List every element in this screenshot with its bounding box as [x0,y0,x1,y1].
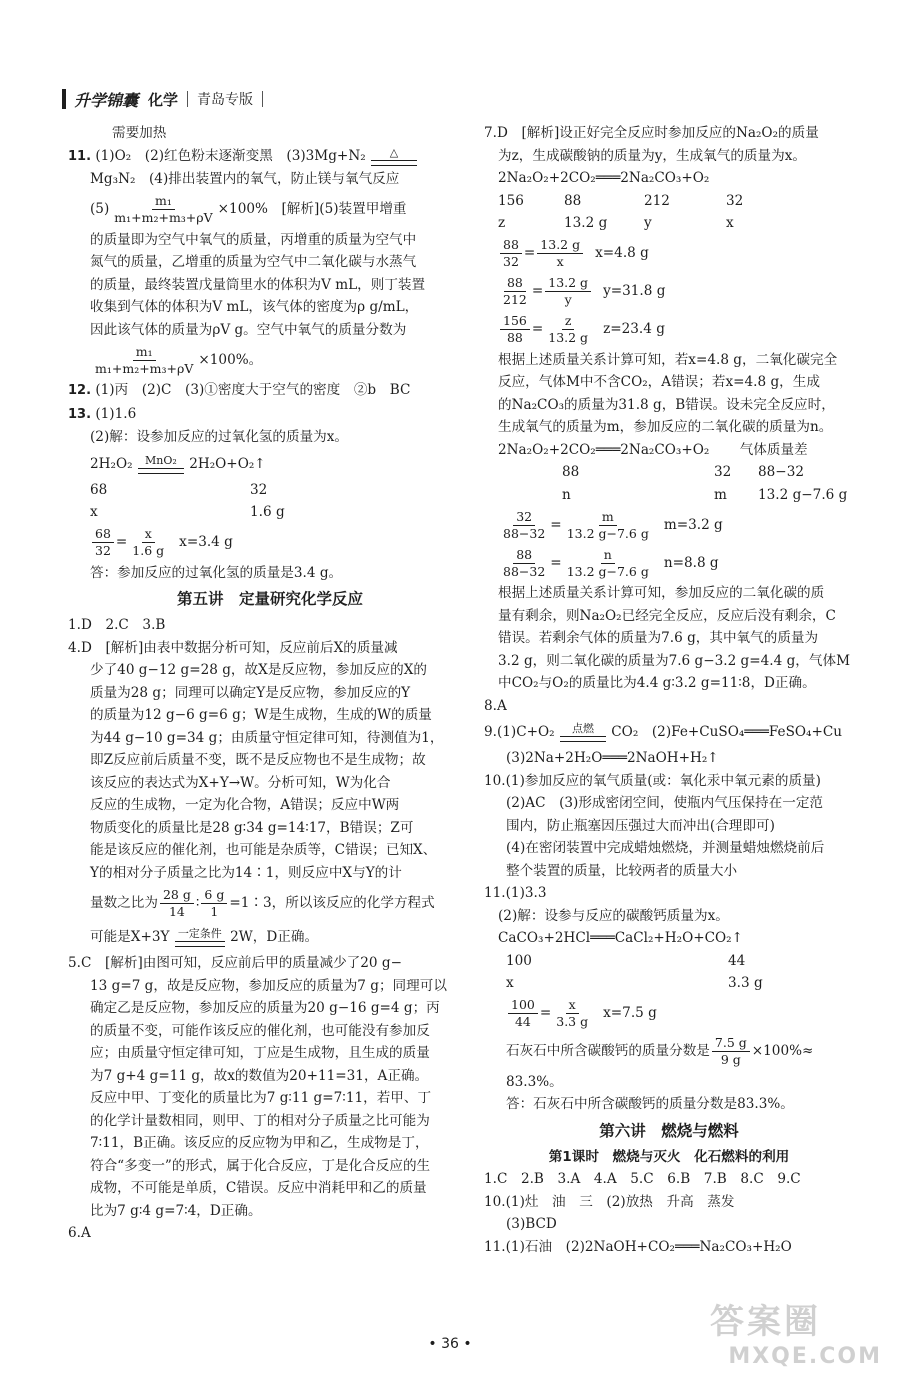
table-cell: x [90,504,98,520]
text-line: 13 g=7 g，故是反应物，参加反应的质量为7 g；同理可以 [90,977,447,994]
result: x=7.5 g [603,1005,657,1022]
text-line: Mg₃N₂ (4)排出装置内的氧气，防止镁与氧气反应 [90,171,400,187]
equation [68,922,450,952]
fraction: $\frac{6 g}{1}$ [201,887,227,920]
text-line: 为44 g−10 g=34 g；由质量守恒定律可知，待测值为1， [90,729,444,746]
text-line: 少了40 g−12 g=28 g，故X是反应物，参加反应的X的 [90,662,428,678]
text-line: (2)解：设参加反应的过氧化氢的质量为x。 [90,429,349,445]
result: n=8.8 g [663,554,719,571]
fraction: $\frac{68}{32}$ [92,526,114,559]
formula-line [484,1033,854,1071]
answer-line [68,145,450,169]
mass-table [484,190,854,235]
table-cell: z [498,215,506,231]
table-cell: 68 [90,481,108,498]
answer-line: 10.(1)灶 油 三 (2)放热 升高 蒸发 [484,1193,735,1210]
text-line: 的质量，最终装置戊量筒里水的体积为V mL，则丁装置 [90,276,426,293]
answer-line [68,379,450,403]
fraction: $\frac{32}{88-32}$ [503,508,546,541]
formula-line: $\frac{32}{88-32}$ = $\frac{m}{13.2 g-7.6 g}$ m=3.2 g [484,506,854,544]
reaction-condition: 一定条件 [175,928,225,947]
table-cell: 3.3 g [728,975,763,991]
table-cell: 32 [714,464,732,480]
fraction: $\frac{z}{13.2 g}$ [548,313,589,345]
text-line: 反应的生成物，一定为化合物，A错误；反应中W两 [90,797,400,813]
text-span: 9.(1)C+O₂ [484,724,555,740]
text-line: 为7 g+4 g=11 g，故x的数值为20+11=31，A正确。 [90,1067,429,1084]
text-line: 整个装置的质量，比较两者的质量大小 [506,862,738,879]
answer-text: (1)丙 (2)C (3)①密度大于空气的密度 ②b BC [95,382,411,398]
reaction-condition: MnO₂ [138,455,184,474]
fraction: $\frac{\text{m₁}}{\text{m₁+m₂+m₃+ρV}}$ [114,193,213,225]
table-cell: n [562,486,571,503]
text-line: 比为7 g∶4 g=7∶4，D正确。 [90,1202,262,1219]
header-divider [187,91,188,107]
answer-line: 1.C 2.B 3.A 4.A 5.C 6.B 7.B 8.C 9.C [484,1171,801,1187]
text-span: ×100%≈ [751,1043,814,1060]
result: m=3.2 g [663,516,723,533]
text-span: 石灰石中所含碳酸钙的质量分数是 [506,1043,710,1060]
text-line: 为z，生成碳酸钠的质量为y，生成氧气的质量为x。 [498,147,806,164]
table-cell: x [726,215,734,231]
mass-table [484,461,854,506]
fraction: $\frac{13.2 g}{x}$ [537,237,583,270]
edition-label: 青岛专版 [197,92,254,108]
text-line: 围内，防止瓶塞因压强过大而冲出(合理即可) [506,817,775,834]
page-header [62,86,272,112]
text-line: 11.(1)3.3 [484,885,547,901]
answer-text: (1)1.6 [95,405,137,422]
fraction: $\frac{x}{1.6 g}$ [132,526,165,558]
text-line: Y的相对分子质量之比为14∶1，则反应中X与Y的计 [90,864,402,881]
header-bar [62,89,66,109]
equation-reactant: 2H₂O₂ [90,455,133,472]
formula-line: $\frac{68}{32}$ = $\frac{x}{1.6 g}$ x=3.4 g [90,524,450,562]
text-line: 该反应的表达式为X+Y→W。分析可知，W为化合 [90,774,391,791]
text-line: 7.D [解析]设正好完全反应时参加反应的Na₂O₂的质量 [484,125,819,141]
text-line: 5.C [解析]由图可知，反应前后甲的质量减少了20 g− [68,955,402,971]
text-line: 量有剩余，则Na₂O₂已经完全反应，反应后没有剩余，C [498,607,836,624]
formula-line [68,884,450,922]
book-brand: 升学锦囊 [74,90,139,110]
text-line: 应；由质量守恒定律可知，丁应是生成物，且生成的质量 [90,1045,430,1061]
table-cell: 13.2 g [564,215,608,231]
mass-table [484,950,854,995]
text-line: 氮气的质量，乙增重的质量为空气中二氧化碳与水蒸气 [90,254,417,270]
text-line: 根据上述质量关系计算可知，若x=4.8 g，二氧化碳完全 [498,351,838,368]
text-line: 成物，不可能是单质，C错误。反应中消耗甲和乙的质量 [90,1180,427,1196]
fraction: $\frac{100}{44}$ [508,997,538,1030]
formula-line [90,341,450,379]
text-line: 3.2 g，则二氧化碳的质量为7.6 g−3.2 g=4.4 g，气体M [498,652,850,669]
text-line: 生成氧气的质量为m，参加反应的二氧化碳的质量为n。 [498,419,833,435]
watermark-text: 答案圈 [710,1302,821,1342]
text-span: 2W，D正确。 [230,929,319,945]
text-line: (2)解：设参与反应的碳酸钙质量为x。 [498,907,729,924]
text-line: 答：石灰石中所含碳酸钙的质量分数是83.3%。 [506,1096,794,1112]
answer-line: 8.A [484,697,507,714]
equation: CaCO₃+2HCl═══CaCl₂+H₂O+CO₂↑ [498,930,744,946]
equation-text: 2Na₂O₂+2CO₂═══2Na₂CO₃+O₂ [498,441,710,458]
text-line: 的质量为12 g−6 g=6 g；W是生成物，生成的W的质量 [90,707,432,723]
table-cell: y [644,215,652,231]
fraction: $\frac{x}{3.3 g}$ [556,997,589,1029]
fraction: $\frac{13.2 g}{y}$ [545,275,591,308]
answer-text: (1)O₂ (2)红色粉末逐渐变黑 (3)3Mg+N₂ [95,147,366,164]
text-line: (3)2Na+2H₂O═══2NaOH+H₂↑ [506,750,719,766]
column-label: 气体质量差 [739,441,808,458]
fraction: $\frac{88}{32}$ [500,237,522,270]
equation-product: 2H₂O+O₂↑ [189,455,266,472]
table-cell: 44 [728,952,746,969]
reaction-condition: 点燃 [560,723,606,742]
text-line: 83.3%。 [506,1073,563,1090]
result: y=31.8 g [603,283,666,300]
text-line: 反应中甲、丁变化的质量比为7 g∶11 g=7∶11，若甲、丁 [90,1090,432,1106]
text-line: 反应，气体M中不含CO₂，A错误；若x=4.8 g，生成 [498,374,820,390]
text-line: 的质量即为空气中氧气的质量，丙增重的质量为空气中 [90,231,417,248]
text-span: ×100% [解析](5)装置甲增重 [217,201,407,218]
text-span: ×100%。 [198,351,263,368]
left-column [68,122,450,1245]
section-title: 第六讲 燃烧与燃料 [599,1121,739,1140]
page-number: • 36 • [428,1336,472,1352]
question-number: 13. [68,406,92,422]
formula-line: $\frac{156}{88}$ = $\frac{z}{13.2 g}$ z=23.4 g [484,311,854,349]
text-line: 答：参加反应的过氧化氢的质量是3.4 g。 [90,564,343,581]
text-span: 可能是X+3Y [90,929,170,945]
text-line: 收集到气体的体积为V mL，该气体的密度为ρ g/mL， [90,299,419,315]
text-line: 的Na₂CO₃的质量为31.8 g，B错误。设未完全反应时， [498,396,835,413]
answer-line [68,403,450,427]
text-line: 6.A [68,1225,91,1241]
text-line: 7∶11，B正确。该反应的反应物为甲和乙，生成物是丁， [90,1135,429,1151]
fraction: $\frac{28 g}{14}$ [160,887,194,920]
table-cell: m [714,486,727,503]
subject-label: 化学 [148,90,179,109]
question-number: 12. [68,383,92,398]
table-cell: 1.6 g [250,504,285,520]
table-cell: x [506,975,514,991]
equation [484,717,854,747]
fraction: $\frac{7.5 g}{9 g}$ [712,1035,750,1068]
equation [484,439,854,462]
reaction-condition: △ [371,147,417,166]
text-line: (4)在密闭装置中完成蜡烛燃烧，并测量蜡烛燃烧前后 [506,840,825,856]
formula-line [90,191,450,229]
result: z=23.4 g [603,321,665,338]
answer-block [68,637,450,1245]
table-cell: 100 [506,952,532,969]
table-cell: 88−32 [758,464,804,480]
table-cell: 32 [726,192,744,209]
fraction: $\frac{88}{212}$ [503,275,527,307]
formula-line: $\frac{88}{88-32}$ = $\frac{n}{13.2 g-7.6 g}$ n=8.8 g [484,544,854,582]
text-span: CO₂ (2)Fe+CuSO₄═══FeSO₄+Cu [611,724,843,740]
text-line: 质量为28 g；同理可以确定Y是反应物，参加反应的Y [90,684,411,701]
fraction: $\frac{\text{m₁}}{\text{m₁+m₂+m₃+ρV}}$ [95,343,194,376]
result: x=3.4 g [179,534,233,551]
text-span: (5) [90,201,110,218]
section-title: 第五讲 定量研究化学反应 [176,590,363,608]
watermark-url: MXQE.COM [728,1344,882,1369]
answer-line: 11.(1)石油 (2)2NaOH+CO₂═══Na₂CO₃+H₂O [484,1238,792,1255]
formula-line: $\frac{88}{212}$ = $\frac{13.2 g}{y}$ y=31.8 g [484,273,854,311]
formula-line: $\frac{100}{44}$ = $\frac{x}{3.3 g}$ x=7.5 g [484,995,854,1033]
text-line: 确定乙是反应物，参加反应的质量为20 g−16 g=4 g；丙 [90,1000,440,1016]
table-cell: 88 [564,192,582,209]
table-cell: 212 [644,192,670,209]
watermark-logo [710,1302,882,1380]
text-line: (3)BCD [506,1216,557,1232]
lesson-title: 第1课时 燃烧与灭火 化石燃料的利用 [548,1148,790,1165]
text-span: =1∶3，所以该反应的化学方程式 [229,894,435,911]
text-line: (2)AC (3)形成密闭空间，使瓶内气压保持在一定范 [506,795,824,811]
text-line: 即Z反应前后质量不变，既不是反应物也不是生成物；故 [90,752,426,768]
text-span: ∶ [195,894,200,911]
text-line: 因此该气体的质量为ρV g。空气中氧气的质量分数为 [90,321,407,338]
equation [90,449,450,479]
text-line: 中CO₂与O₂的质量比为4.4 g∶3.2 g=11∶8，D正确。 [498,675,816,691]
header-divider [262,91,263,107]
table-cell: 32 [250,481,268,498]
equation: 2Na₂O₂+2CO₂═══2Na₂CO₃+O₂ [498,170,710,186]
text-line: 10.(1)参加反应的氧气质量(或：氧化汞中氧元素的质量) [484,772,821,789]
text-line: 能是该反应的催化剂，也可能是杂质等，C错误；已知X、 [90,842,437,858]
table-cell: 88 [562,464,580,480]
formula-line: $\frac{88}{32}$ = $\frac{13.2 g}{x}$ x=4.8 g [484,235,854,273]
text-line: 物质变化的质量比是28 g∶34 g=14∶17，B错误；Z可 [90,819,414,836]
text-line: 的化学计量数相同，则甲、丁的相对分子质量之比可能为 [90,1112,430,1129]
text-line: 错误。若剩余气体的质量为7.6 g，其中氧气的质量为 [498,630,819,646]
table-cell: 156 [498,192,524,209]
right-column [484,122,854,1258]
text-line: 需要加热 [112,125,167,141]
fraction: $\frac{m}{13.2 g-7.6 g}$ [566,508,649,541]
table-cell: 13.2 g−7.6 g [758,486,848,503]
text-line: 符合“多变一”的形式，属于化合反应，丁是化合反应的生 [90,1157,431,1174]
fraction: $\frac{n}{13.2 g-7.6 g}$ [566,546,649,579]
result: x=4.8 g [595,245,649,262]
fraction: $\frac{156}{88}$ [500,313,530,346]
question-number: 11. [68,148,92,164]
mass-table [90,479,450,524]
text-span: 量数之比为 [90,894,158,911]
text-line: 的质量不变，可能作该反应的催化剂，也可能没有参加反 [90,1022,430,1039]
fraction: $\frac{88}{88-32}$ [503,546,546,579]
answer-line: 1.D 2.C 3.B [68,617,166,633]
text-line: 4.D [解析]由表中数据分析可知，反应前后X的质量减 [68,639,398,656]
text-line: 根据上述质量关系计算可知，参加反应的二氧化碳的质 [498,585,825,601]
